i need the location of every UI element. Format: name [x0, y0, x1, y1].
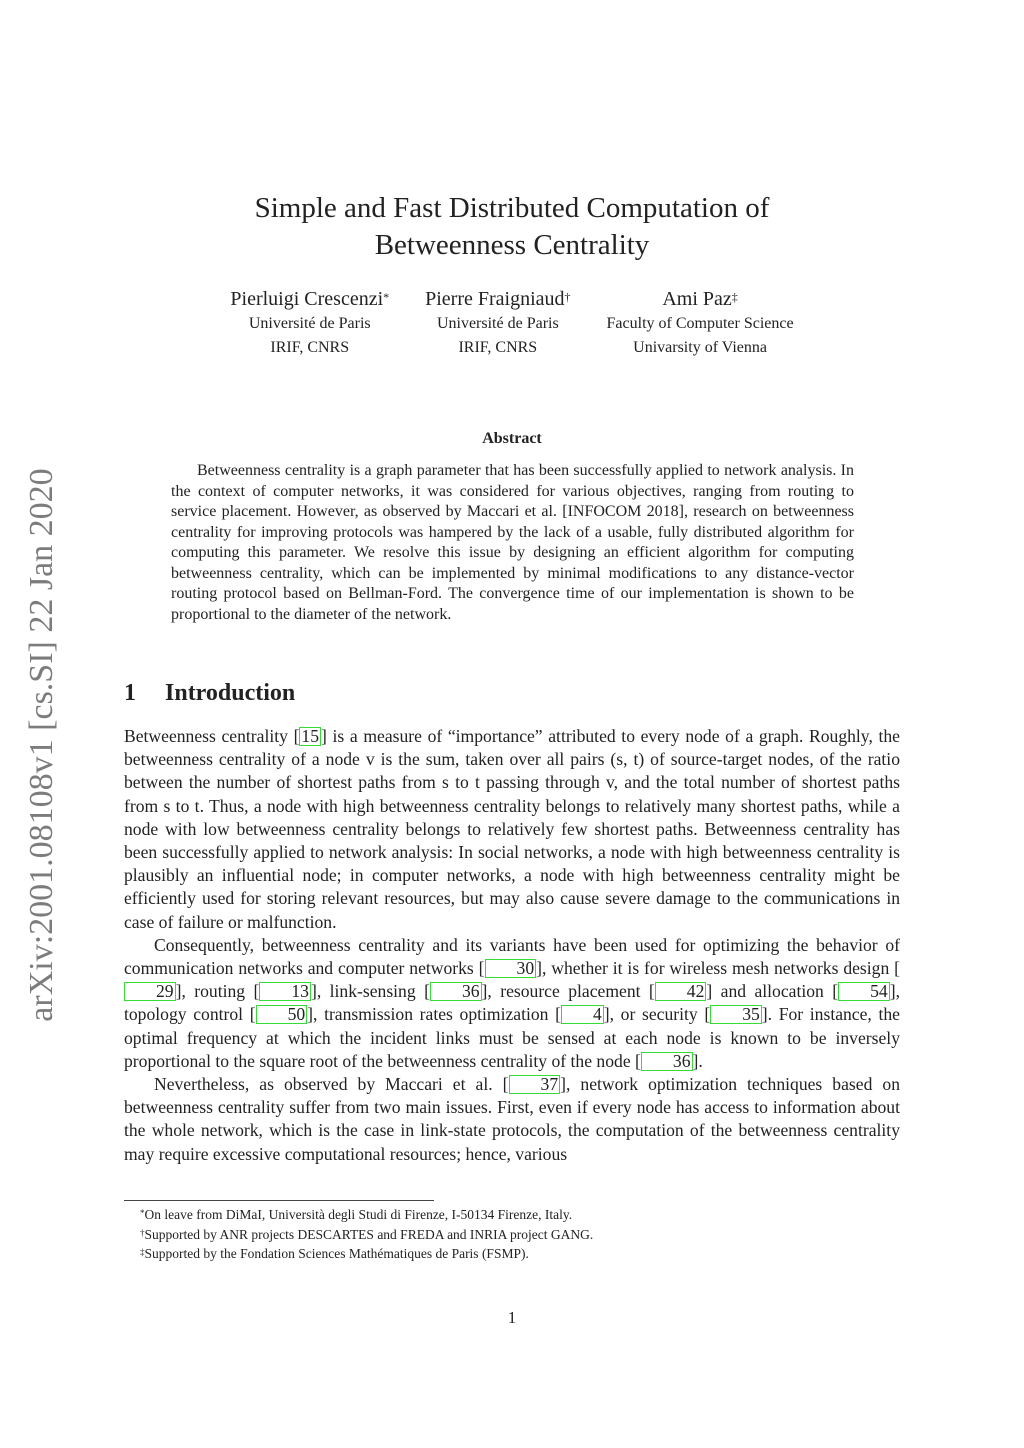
footnote-divider	[124, 1200, 434, 1201]
author-footnote-mark: ‡	[731, 290, 738, 304]
citation-link[interactable]: 15	[301, 726, 320, 746]
footnote-mark: *	[140, 1208, 145, 1218]
page-number: 1	[507, 1308, 517, 1327]
footnote: ‡Supported by the Fondation Sciences Mathématiques de Paris (FSMP).	[140, 1246, 529, 1261]
paper-title	[150, 190, 874, 264]
footnotes	[140, 1205, 900, 1264]
footnote-mark: †	[140, 1227, 145, 1238]
paragraph: Consequently, betweenness centrality and its variants have been used for optimizing the behavior of communication networks and computer networks [ 30 ], whether it is for wireless mesh networks design [29 ], routing [ 13 ], link-sensing [ 36 ], resource placement [ 42 ] and allocation [ 54 ], topology control [ 50 ], transmission rates optimization [ 4 ], or security [ 35 ]. For instance, the optimal frequency at which the incident links must be sensed at each node is known to be inversely proportional to the square root of the betweenness centrality of the node [ 36 ].	[124, 934, 900, 1071]
citation-link[interactable]: 36	[641, 1052, 693, 1071]
citation-link[interactable]: 4	[561, 1005, 604, 1024]
author-affiliation: IRIF, CNRS	[270, 339, 350, 356]
citation-link[interactable]: 50	[256, 1005, 308, 1024]
author-name: Ami Paz	[662, 288, 732, 310]
author-footnote-mark: †	[564, 290, 571, 304]
section-title: Introduction	[165, 680, 296, 706]
section-number: 1	[124, 680, 136, 706]
title-line-2: Betweenness Centrality	[374, 229, 650, 261]
paragraph: Nevertheless, as observed by Maccari et al. [ 37 ], network optimization techniques based on betweenness centrality suffer from two main issues. First, even if every node has access to information about the whole network, which is the case in link-state protocols, the computation of the betweenness centrality may require excessive computational resources; hence, various	[124, 1074, 900, 1164]
body-text	[124, 725, 900, 1166]
citation-link[interactable]: 13	[259, 982, 311, 1001]
abstract-text: Betweenness centrality is a graph parameter that has been successfully applied to network analysis. In the context of computer networks, it was considered for various objectives, ranging from routing to service placement. However, as observed by Maccari et al. [INFOCOM 2018], research on betweenness centrality for improving protocols was hampered by the lack of a usable, fully distributed algorithm for computing this parameter. We resolve this issue by designing an efficient algorithm for computing betweenness centrality, which can be implemented by minimal modifications to any distance-vector routing protocol based on Bellman-Ford. The convergence time of our implementation is shown to be proportional to the diameter of the network.	[171, 462, 854, 623]
author-affiliation: Université de Paris	[436, 315, 559, 332]
author-block	[607, 286, 794, 360]
footnote-mark: ‡	[140, 1247, 145, 1257]
author-footnote-mark: *	[383, 290, 390, 304]
citation-link[interactable]: 36	[430, 982, 482, 1001]
citation-link[interactable]: 29	[124, 982, 176, 1001]
paragraph: Betweenness centrality [ 15 ] is a measure of “importance” attributed to every node of a graph. Roughly, the betweenness centrality of a node v is the sum, taken over all pairs (s, t) of source-target nodes, of the ratio between the number of shortest paths from s to t passing through v, and the total number of shortest paths from s to t. Thus, a node with high betweenness centrality belongs to relatively many shortest paths, while a node with low betweenness centrality belongs to relatively few shortest paths. Betweenness centrality has been successfully applied to network analysis: In social networks, a node with high betweenness centrality is plausibly an influential node; in computer networks, a node with high betweenness centrality might be efficiently used for storing relevant resources, but may also cause severe damage to the communications in case of failure or malfunction.	[124, 726, 900, 932]
footnote: *On leave from DiMaI, Università degli Studi di Firenze, I-50134 Firenze, Italy.	[140, 1207, 573, 1222]
citation-link[interactable]: 37	[509, 1075, 561, 1094]
title-line-1: Simple and Fast Distributed Computation of	[254, 192, 770, 224]
author-affiliation: IRIF, CNRS	[458, 339, 538, 356]
section-heading	[124, 678, 295, 708]
arxiv-stamp: arXiv:2001.08108v1 [cs.SI] 22 Jan 2020	[23, 468, 60, 1022]
author-block	[230, 286, 389, 360]
footnote: †Supported by ANR projects DESCARTES and FREDA and INRIA project GANG.	[140, 1226, 594, 1242]
author-block	[425, 286, 570, 360]
citation-link[interactable]: 54	[838, 982, 890, 1001]
author-affiliation: Univarsity of Vienna	[633, 339, 767, 356]
author-affiliation: Faculty of Computer Science	[606, 315, 794, 332]
author-affiliation: Université de Paris	[248, 315, 371, 332]
author-name: Pierluigi Crescenzi	[230, 288, 384, 310]
citation-link[interactable]: 30	[485, 959, 537, 978]
author-name: Pierre Fraigniaud	[425, 288, 565, 310]
author-list	[150, 286, 874, 360]
citation-link[interactable]: 35	[710, 1005, 762, 1024]
abstract-heading: Abstract	[482, 430, 542, 447]
citation-link[interactable]: 42	[655, 982, 707, 1001]
